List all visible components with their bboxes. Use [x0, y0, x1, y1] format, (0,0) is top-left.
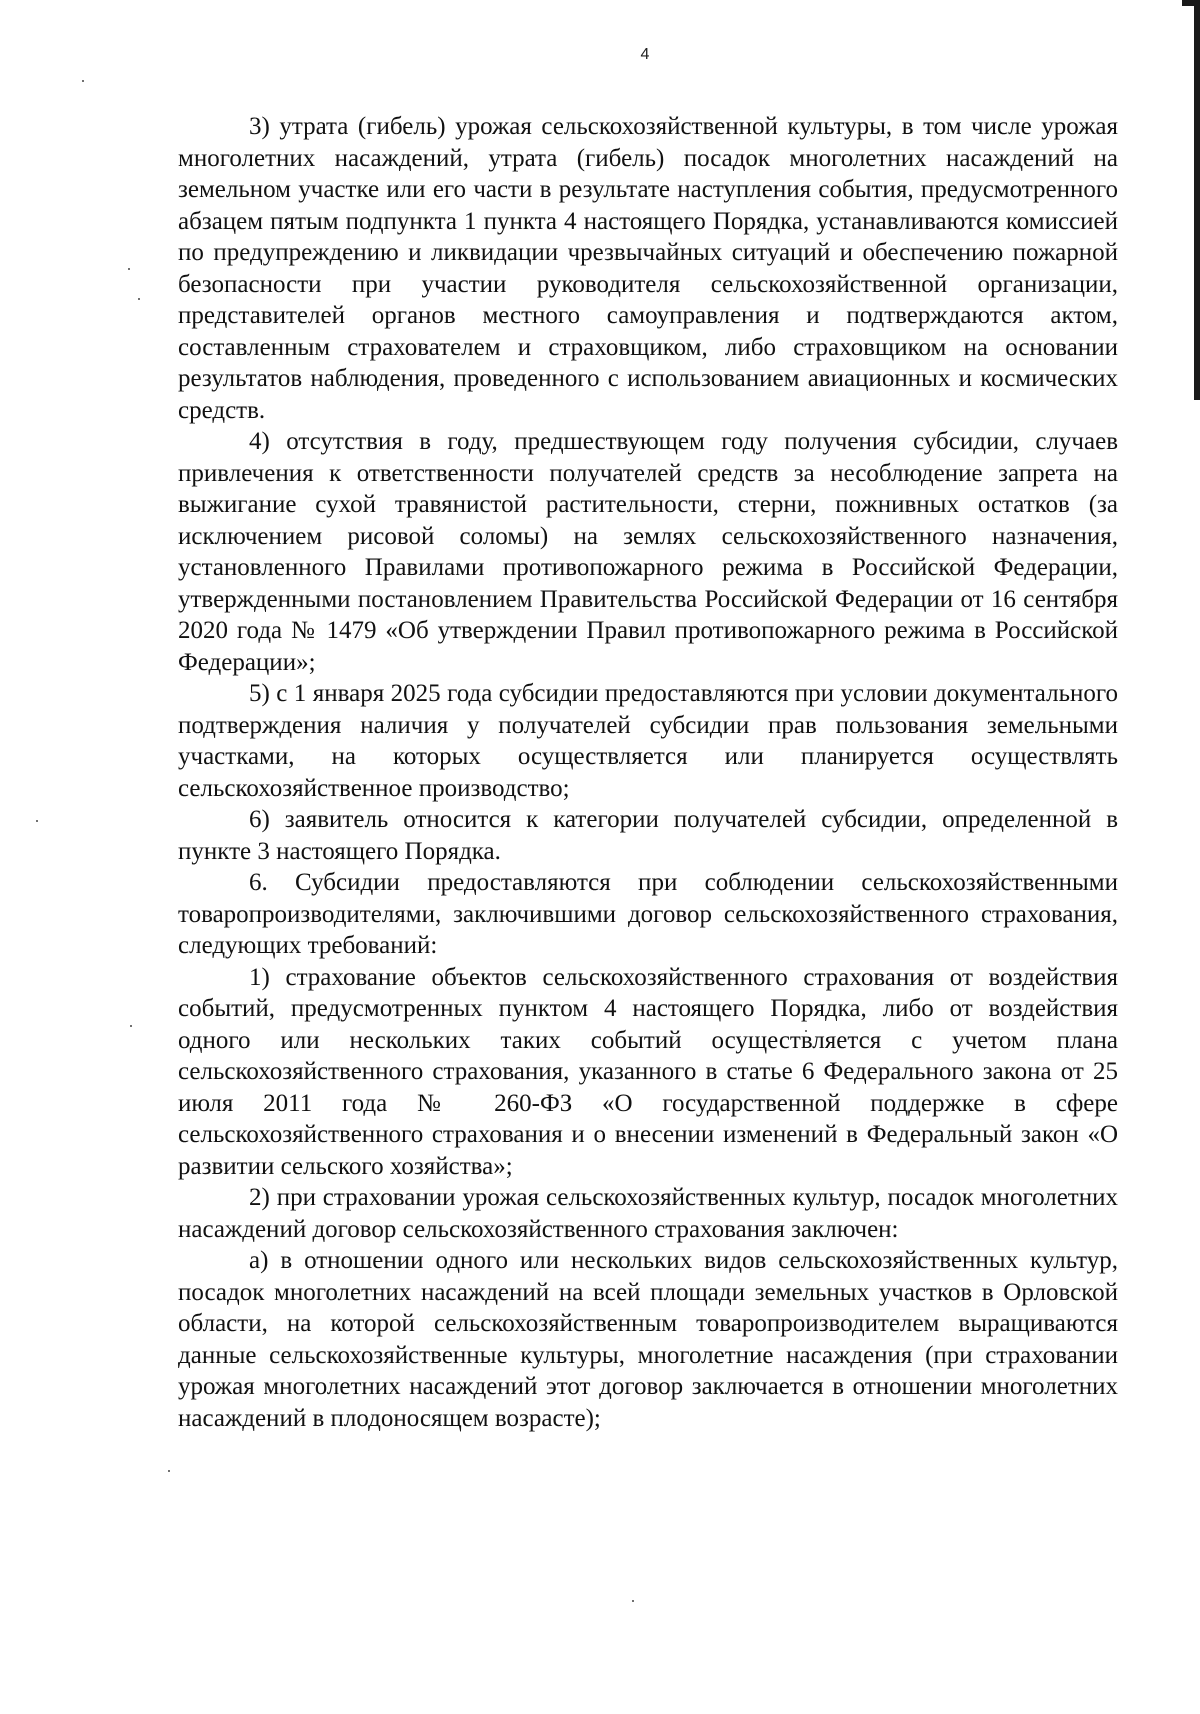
scan-speck	[130, 1025, 132, 1027]
paragraph-requirement-1-insurance-plan: 1) страхование объектов сельскохозяйственного страхования от воздействия событий, предусмотренных пунктом 4 настоящего Порядка, либо от воздействия одного или нескольких таких событий осуществляется с учетом плана сельскохозяйственного страхования, указанного в статье 6 Федерального закона от 25 июля 2011 года № 260-ФЗ «О государственной поддержке в сфере сельскохозяйственного страхования и о внесении изменений в Федеральный закон «О развитии сельского хозяйства»;	[178, 963, 1118, 1180]
paragraph-subitem-a-crops: а) в отношении одного или нескольких видов сельскохозяйственных культур, посадок многолетних насаждений на всей площади земельных участков в Орловской области, на которой сельскохозяйственным товаропроизводителем выращиваются данные сельскохозяйственные культуры, многолетние насаждения (при страховании урожая многолетних насаждений этот договор заключается в отношении многолетних насаждений в плодоносящем возрасте);	[178, 1247, 1118, 1432]
paragraph-item-6-applicant-category: 6) заявитель относится к категории получателей субсидии, определенной в пункте 3 настоящего Порядка.	[178, 806, 1118, 865]
page-number: 4	[640, 46, 650, 63]
document-body	[178, 111, 1118, 1434]
scan-speck	[128, 268, 130, 270]
scan-speck	[138, 298, 140, 300]
paragraph-item-3-crop-loss: 3) утрата (гибель) урожая сельскохозяйственной культуры, в том числе урожая многолетних насаждений, утрата (гибель) посадок многолетних насаждений на земельном участке или его части в результате наступления события, предусмотренного абзацем пятым подпункта 1 пункта 4 настоящего Порядка, устанавливаются комиссией по предупреждению и ликвидации чрезвычайных ситуаций и обеспечению пожарной безопасности при участии руководителя сельскохозяйственной организации, представителей органов местного самоуправления и подтверждаются актом, составленным страхователем и страховщиком, либо страховщиком на основании результатов наблюдения, проведенного с использованием авиационных и космических средств.	[178, 113, 1118, 424]
scan-speck	[168, 1470, 170, 1472]
paragraph-requirement-2-contract: 2) при страховании урожая сельскохозяйственных культур, посадок многолетних насаждений договор сельскохозяйственного страхования заключен:	[178, 1184, 1118, 1243]
paragraph-item-4-no-violations: 4) отсутствия в году, предшествующем году получения субсидии, случаев привлечения к ответственности получателей средств за несоблюдение запрета на выжигание сухой травянистой растительности, стерни, пожнивных остатков (за исключением рисовой соломы) на землях сельскохозяйственного назначения, установленного Правилами противопожарного режима в Российской Федерации, утвержденными постановлением Правительства Российской Федерации от 16 сентября 2020 года № 1479 «Об утверждении Правил противопожарного режима в Российской Федерации»;	[178, 428, 1118, 676]
scan-speck	[36, 820, 38, 822]
scan-speck	[632, 1600, 634, 1602]
paragraph-item-5-land-rights: 5) с 1 января 2025 года субсидии предоставляются при условии документального подтверждения наличия у получателей субсидии прав пользования земельными участками, на которых осуществляется или планируется осуществлять сельскохозяйственное производство;	[178, 680, 1118, 802]
scan-speck	[82, 80, 84, 82]
paragraph-section-6-requirements: 6. Субсидии предоставляются при соблюдении сельскохозяйственными товаропроизводителями, заключившими договор сельскохозяйственного страхования, следующих требований:	[178, 869, 1118, 959]
